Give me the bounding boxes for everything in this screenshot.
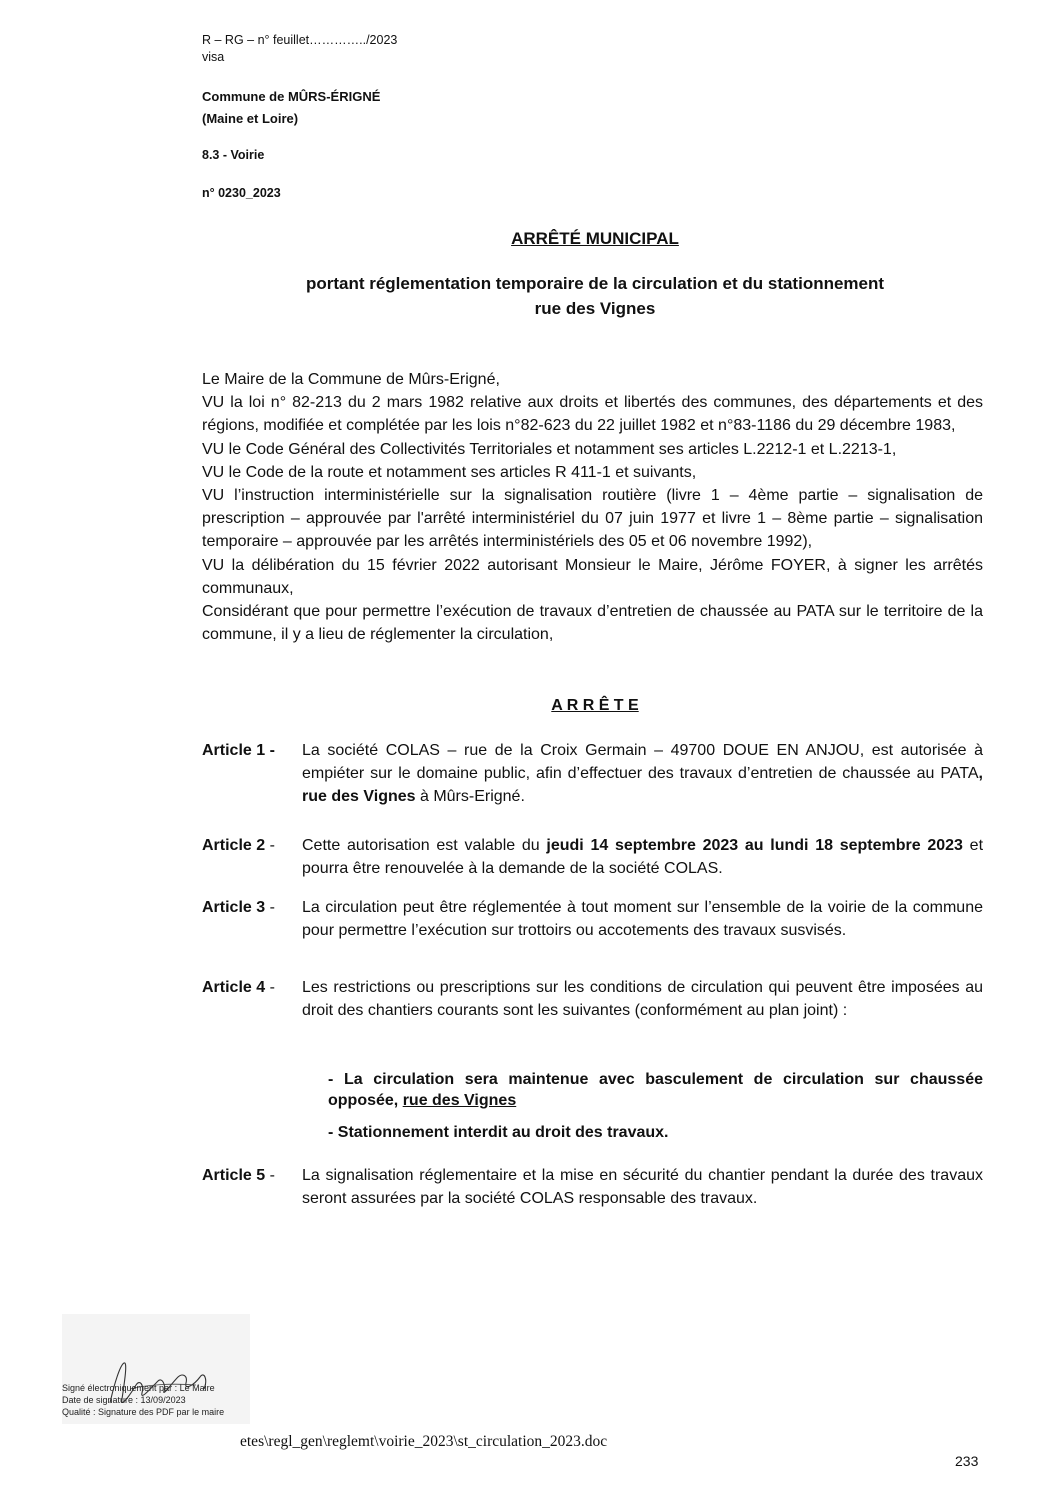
article-3-dash: - — [265, 899, 275, 916]
department-name: (Maine et Loire) — [202, 111, 299, 126]
file-path: etes\regl_gen\reglemt\voirie_2023\st_circulation_2023.doc — [240, 1433, 608, 1450]
bullet-1-street: rue des Vignes — [402, 1092, 517, 1109]
preamble-line: VU le Code Général des Collectivités Territoriales et notamment ses articles L.2212-1 et L.2213-1, — [202, 440, 897, 458]
article-5-label-text: Article 5 — [202, 1167, 266, 1184]
commune-name: Commune de MÛRS-ÉRIGNÉ — [202, 89, 381, 104]
article-1-text — [302, 739, 983, 809]
category-label: 8.3 - Voirie — [202, 148, 265, 162]
preamble-line: Considérant que pour permettre l’exécution de travaux d’entretien de chaussée au PATA sur le territoire de la commune, il y a lieu de réglementer la circulation, — [202, 603, 983, 644]
article-1-bold: , rue des Vignes — [302, 765, 983, 806]
preamble-line: VU le Code de la route et notamment ses articles R 411-1 et suivants, — [202, 463, 697, 481]
article-2-label-text: Article 2 — [202, 837, 266, 854]
article-1-label: Article 1 - — [202, 742, 275, 759]
article-2-text — [302, 834, 983, 880]
arrete-heading: A R R Ê T E — [551, 697, 639, 714]
reference-line: R – RG – n° feuillet…………../2023 — [202, 33, 398, 47]
page-number: 233 — [955, 1453, 979, 1469]
signature-date: Date de signature : 13/09/2023 — [62, 1395, 186, 1405]
article-5-dash: - — [265, 1167, 275, 1184]
subtitle-line-1: portant réglementation temporaire de la circulation et du stationnement — [305, 274, 885, 293]
article-1-text-part: La société COLAS – rue de la Croix Germain – 49700 DOUE EN ANJOU, est autorisée à empiéter sur le domaine public, afin d’effectuer des travaux d’entretien de chaussée au PATA — [302, 742, 983, 783]
preamble-line: Le Maire de la Commune de Mûrs-Erigné, — [202, 371, 500, 388]
article-5-text: La signalisation réglementaire et la mise en sécurité du chantier pendant la durée des travaux seront assurées par la société COLAS responsable des travaux. — [302, 1167, 983, 1208]
document-number: n° 0230_2023 — [202, 186, 281, 200]
article-3-label — [202, 896, 275, 919]
article-1-text-part: à Mûrs-Erigné. — [415, 788, 525, 806]
preamble-line: VU l’instruction interministérielle sur la signalisation routière (livre 1 – 4ème partie – signalisation de prescription – approuvée par l'arrêté interministériel du 07 juin 1977 et livre 1 – 8ème partie – signalisation temporaire – approuvée par les arrêtés interministériels des 05 et 06 novembre 1992), — [202, 487, 983, 551]
subtitle-line-2: rue des Vignes — [534, 299, 656, 318]
article-4-label — [202, 976, 275, 999]
visa-label: visa — [202, 50, 225, 64]
article-4-bullet-1 — [328, 1069, 983, 1111]
article-3-label-text: Article 3 — [202, 899, 266, 916]
signature-signed-by: Signé électroniquement par : Le Maire — [62, 1383, 215, 1393]
article-2-dash: - — [265, 837, 275, 854]
article-2-text-part: et pourra être renouvelée à la demande de la société COLAS. — [302, 837, 984, 878]
article-2-bold-dates: jeudi 14 septembre 2023 au lundi 18 septembre 2023 — [546, 837, 963, 854]
document-title: ARRÊTÉ MUNICIPAL — [511, 229, 679, 248]
article-4-dash: - — [265, 979, 275, 996]
article-4-text: Les restrictions ou prescriptions sur les conditions de circulation qui peuvent être imposées au droit des chantiers courants sont les suivantes (conformément au plan joint) : — [302, 979, 983, 1020]
article-2-text-part: Cette autorisation est valable du — [302, 837, 547, 854]
signature-quality: Qualité : Signature des PDF par le maire — [62, 1407, 225, 1417]
preamble-line: VU la délibération du 15 février 2022 autorisant Monsieur le Maire, Jérôme FOYER, à signer les arrêtés communaux, — [202, 556, 983, 597]
article-2-label — [202, 834, 275, 857]
article-5-label — [202, 1164, 275, 1187]
preamble-line: VU la loi n° 82-213 du 2 mars 1982 relative aux droits et libertés des communes, des départements et des régions, modifiée et complétée par les lois n°82-623 du 22 juillet 1982 et n°83-1186 du 29 décembre 1983, — [202, 394, 983, 435]
article-3-text: La circulation peut être réglementée à tout moment sur l’ensemble de la voirie de la commune pour permettre l’exécution sur trottoirs ou accotements des travaux susvisés. — [302, 899, 983, 940]
article-4-label-text: Article 4 — [202, 979, 266, 996]
bullet-1-text: - La circulation sera maintenue avec basculement de circulation sur chaussée opposée, — [328, 1071, 983, 1109]
preamble — [202, 368, 983, 646]
article-4-bullet-2: - Stationnement interdit au droit des travaux. — [328, 1124, 669, 1141]
